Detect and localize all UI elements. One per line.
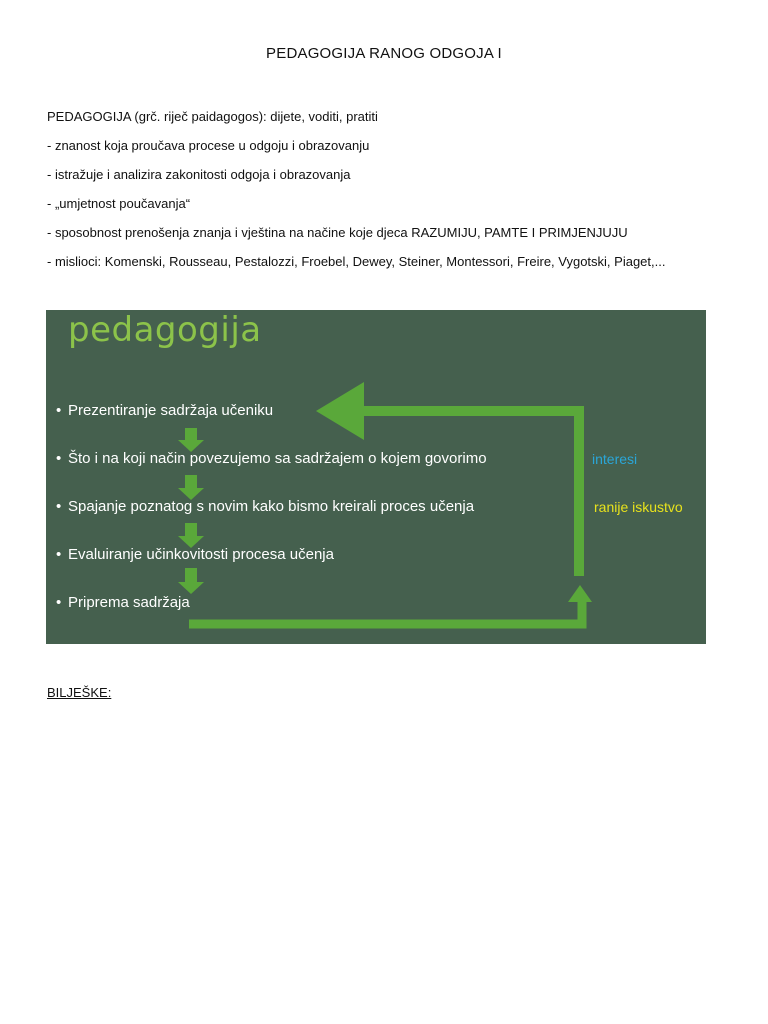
notes-heading: BILJEŠKE: (47, 685, 112, 700)
down-arrow (178, 523, 204, 548)
bullet-mark: • (56, 498, 62, 515)
definition-line: PEDAGOGIJA (grč. riječ paidagogos): dijete, voditi, pratiti (47, 109, 378, 124)
down-arrow (178, 475, 204, 500)
step-label: Prezentiranje sadržaja učeniku (68, 402, 274, 419)
step-label: Spajanje poznatog s novim kako bismo kreirali proces učenja (68, 498, 475, 515)
step-label: Što i na koji način povezujemo sa sadržajem o kojem govorimo (68, 450, 487, 467)
bullet-mark: • (56, 546, 62, 563)
step-prepare-content (56, 594, 190, 611)
bullet-mark: • (56, 450, 62, 467)
label-interests: interesi (592, 451, 638, 467)
bullet-mark: • (56, 594, 62, 611)
step-present-content (56, 402, 273, 419)
step-combine-known-new (56, 498, 474, 515)
bullet-line-ability: - sposobnost prenošenja znanja i vještina na načine koje djeca RAZUMIJU, PAMTE I PRIMJENJUJU (47, 225, 628, 240)
loop-left-arrowhead (316, 382, 364, 440)
bullet-line-research: - istražuje i analizira zakonitosti odgoja i obrazovanja (47, 167, 351, 182)
down-arrow (178, 568, 204, 594)
bullet-line-science: - znanost koja proučava procese u odgoju i obrazovanju (47, 138, 370, 153)
document-title: PEDAGOGIJA RANOG ODGOJA I (266, 45, 502, 62)
down-arrow (178, 428, 204, 452)
loop-right-line (356, 411, 579, 576)
loop-bottom-line (189, 600, 582, 624)
diagram-title: pedagogija (68, 310, 262, 350)
bullet-line-thinkers: - mislioci: Komenski, Rousseau, Pestalozzi, Froebel, Dewey, Steiner, Montessori, Freire, Vygotski, Piaget,... (47, 254, 666, 269)
label-prior-experience: ranije iskustvo (594, 499, 683, 515)
bullet-line-art-of-teaching: - „umjetnost poučavanja“ (47, 196, 191, 211)
step-label: Priprema sadržaja (68, 594, 190, 611)
step-connect-content (56, 450, 487, 467)
pedagogy-diagram (46, 310, 706, 644)
bullet-mark: • (56, 402, 62, 419)
step-label: Evaluiranje učinkovitosti procesa učenja (68, 546, 334, 563)
loop-up-arrowhead (568, 585, 592, 602)
step-evaluate (56, 546, 334, 563)
